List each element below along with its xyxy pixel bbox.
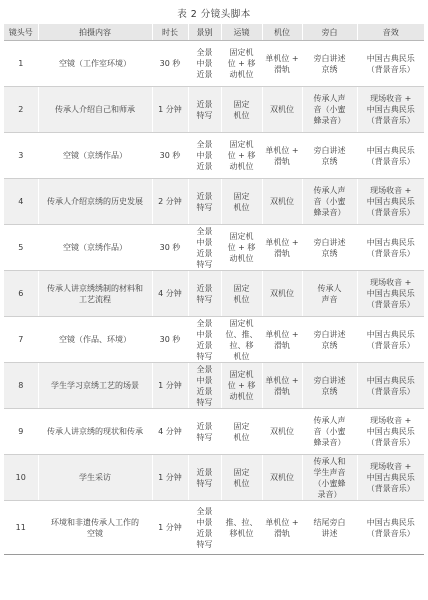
cell-shot-size: 近景 特写 <box>188 409 221 455</box>
cell-content: 学生学习京绣工艺的场景 <box>38 363 152 409</box>
cell-content: 传承人介绍京绣的历史发展 <box>38 179 152 225</box>
cell-shot-size: 近景 特写 <box>188 179 221 225</box>
cell-camera-position: 双机位 <box>262 409 302 455</box>
cell-shot-size: 近景 特写 <box>188 271 221 317</box>
cell-content: 传承人讲京绣的现状和传承 <box>38 409 152 455</box>
table-row <box>4 225 424 271</box>
cell-shot-size: 全景 中景 近景 <box>188 41 221 87</box>
cell-camera-movement: 固定 机位 <box>221 271 262 317</box>
cell-camera-movement: 固定机 位 + 移 动机位 <box>221 133 262 179</box>
cell-content: 学生采访 <box>38 455 152 501</box>
cell-content: 环境和非遗传承人工作的 空镜 <box>38 501 152 555</box>
cell-camera-position: 双机位 <box>262 179 302 225</box>
cell-narration: 旁白讲述 京绣 <box>302 133 357 179</box>
cell-shot-size: 近景 特写 <box>188 455 221 501</box>
cell-duration: 1 分钟 <box>152 363 188 409</box>
table-row <box>4 271 424 317</box>
cell-sound: 中国古典民乐 （背景音乐） <box>357 41 424 87</box>
cell-camera-position: 单机位 + 滑轨 <box>262 41 302 87</box>
cell-duration: 30 秒 <box>152 41 188 87</box>
header-shot-number: 镜头号 <box>4 24 38 41</box>
cell-camera-position: 单机位 + 滑轨 <box>262 363 302 409</box>
cell-camera-movement: 固定机 位 + 移 动机位 <box>221 363 262 409</box>
cell-camera-movement: 固定 机位 <box>221 455 262 501</box>
cell-shot-size: 全景 中景 近景 <box>188 133 221 179</box>
cell-camera-position: 单机位 + 滑轨 <box>262 225 302 271</box>
cell-duration: 1 分钟 <box>152 87 188 133</box>
cell-camera-position: 单机位 + 滑轨 <box>262 501 302 555</box>
cell-sound: 现场收音 + 中国古典民乐 （背景音乐） <box>357 409 424 455</box>
cell-narration: 传承人声 音（小蜜 蜂录音） <box>302 179 357 225</box>
cell-camera-movement: 固定机 位 + 移 动机位 <box>221 41 262 87</box>
cell-camera-movement: 推、拉、 移机位 <box>221 501 262 555</box>
cell-shot-number: 10 <box>4 455 38 501</box>
cell-camera-position: 双机位 <box>262 87 302 133</box>
cell-narration: 旁白讲述 京绣 <box>302 41 357 87</box>
cell-shot-number: 3 <box>4 133 38 179</box>
cell-content: 空镜（工作室环境） <box>38 41 152 87</box>
cell-shot-number: 9 <box>4 409 38 455</box>
cell-camera-position: 双机位 <box>262 271 302 317</box>
cell-shot-size: 全景 中景 近景 特写 <box>188 225 221 271</box>
cell-camera-movement: 固定机 位 + 移 动机位 <box>221 225 262 271</box>
cell-narration: 旁白讲述 京绣 <box>302 225 357 271</box>
cell-camera-position: 单机位 + 滑轨 <box>262 317 302 363</box>
cell-sound: 中国古典民乐 （背景音乐） <box>357 225 424 271</box>
cell-duration: 1 分钟 <box>152 455 188 501</box>
header-sound: 音效 <box>357 24 424 41</box>
header-camera-movement: 运镜 <box>221 24 262 41</box>
table-row <box>4 501 424 555</box>
cell-shot-number: 6 <box>4 271 38 317</box>
cell-shot-number: 2 <box>4 87 38 133</box>
cell-sound: 中国古典民乐 （背景音乐） <box>357 363 424 409</box>
cell-narration: 传承人 声音 <box>302 271 357 317</box>
cell-sound: 中国古典民乐 （背景音乐） <box>357 501 424 555</box>
cell-duration: 30 秒 <box>152 317 188 363</box>
table-row <box>4 87 424 133</box>
table-row <box>4 133 424 179</box>
cell-camera-movement: 固定 机位 <box>221 179 262 225</box>
cell-sound: 现场收音 + 中国古典民乐 （背景音乐） <box>357 179 424 225</box>
table-header-row <box>4 24 424 41</box>
cell-shot-number: 7 <box>4 317 38 363</box>
cell-camera-movement: 固定 机位 <box>221 87 262 133</box>
table-caption: 表 2 分镜头脚本 <box>177 9 251 20</box>
cell-sound: 现场收音 + 中国古典民乐 （背景音乐） <box>357 271 424 317</box>
cell-shot-number: 8 <box>4 363 38 409</box>
cell-camera-movement: 固定机 位、推、 拉、移 机位 <box>221 317 262 363</box>
cell-narration: 传承人声 音（小蜜 蜂录音） <box>302 409 357 455</box>
cell-shot-size: 全景 中景 近景 特写 <box>188 363 221 409</box>
cell-sound: 现场收音 + 中国古典民乐 （背景音乐） <box>357 87 424 133</box>
cell-narration: 旁白讲述 京绣 <box>302 363 357 409</box>
header-shot-size: 景别 <box>188 24 221 41</box>
cell-shot-size: 全景 中景 近景 特写 <box>188 317 221 363</box>
cell-sound: 中国古典民乐 （背景音乐） <box>357 133 424 179</box>
table-row <box>4 179 424 225</box>
cell-narration: 传承人声 音（小蜜 蜂录音） <box>302 87 357 133</box>
cell-duration: 4 分钟 <box>152 271 188 317</box>
cell-duration: 1 分钟 <box>152 501 188 555</box>
table-row <box>4 455 424 501</box>
cell-shot-size: 全景 中景 近景 特写 <box>188 501 221 555</box>
cell-camera-position: 双机位 <box>262 455 302 501</box>
cell-content: 传承人讲京绣绣制的材料和 工艺流程 <box>38 271 152 317</box>
table-row <box>4 41 424 87</box>
cell-shot-number: 11 <box>4 501 38 555</box>
table-row <box>4 317 424 363</box>
cell-content: 空镜（京绣作品） <box>38 225 152 271</box>
cell-shot-number: 4 <box>4 179 38 225</box>
cell-shot-number: 1 <box>4 41 38 87</box>
cell-shot-size: 近景 特写 <box>188 87 221 133</box>
cell-duration: 30 秒 <box>152 225 188 271</box>
cell-content: 空镜（作品、环境） <box>38 317 152 363</box>
header-content: 拍摄内容 <box>38 24 152 41</box>
cell-narration: 传承人和 学生声音 （小蜜蜂 录音） <box>302 455 357 501</box>
cell-content: 空镜（京绣作品） <box>38 133 152 179</box>
cell-duration: 2 分钟 <box>152 179 188 225</box>
cell-content: 传承人介绍自己和师承 <box>38 87 152 133</box>
storyboard-table <box>4 24 424 555</box>
header-narration: 旁白 <box>302 24 357 41</box>
table-row <box>4 363 424 409</box>
header-duration: 时长 <box>152 24 188 41</box>
cell-camera-movement: 固定 机位 <box>221 409 262 455</box>
cell-shot-number: 5 <box>4 225 38 271</box>
cell-narration: 结尾旁白 讲述 <box>302 501 357 555</box>
cell-narration: 旁白讲述 京绣 <box>302 317 357 363</box>
cell-duration: 30 秒 <box>152 133 188 179</box>
header-camera-position: 机位 <box>262 24 302 41</box>
cell-sound: 现场收音 + 中国古典民乐 （背景音乐） <box>357 455 424 501</box>
table-row <box>4 409 424 455</box>
cell-camera-position: 单机位 + 滑轨 <box>262 133 302 179</box>
cell-sound: 中国古典民乐 （背景音乐） <box>357 317 424 363</box>
cell-duration: 4 分钟 <box>152 409 188 455</box>
